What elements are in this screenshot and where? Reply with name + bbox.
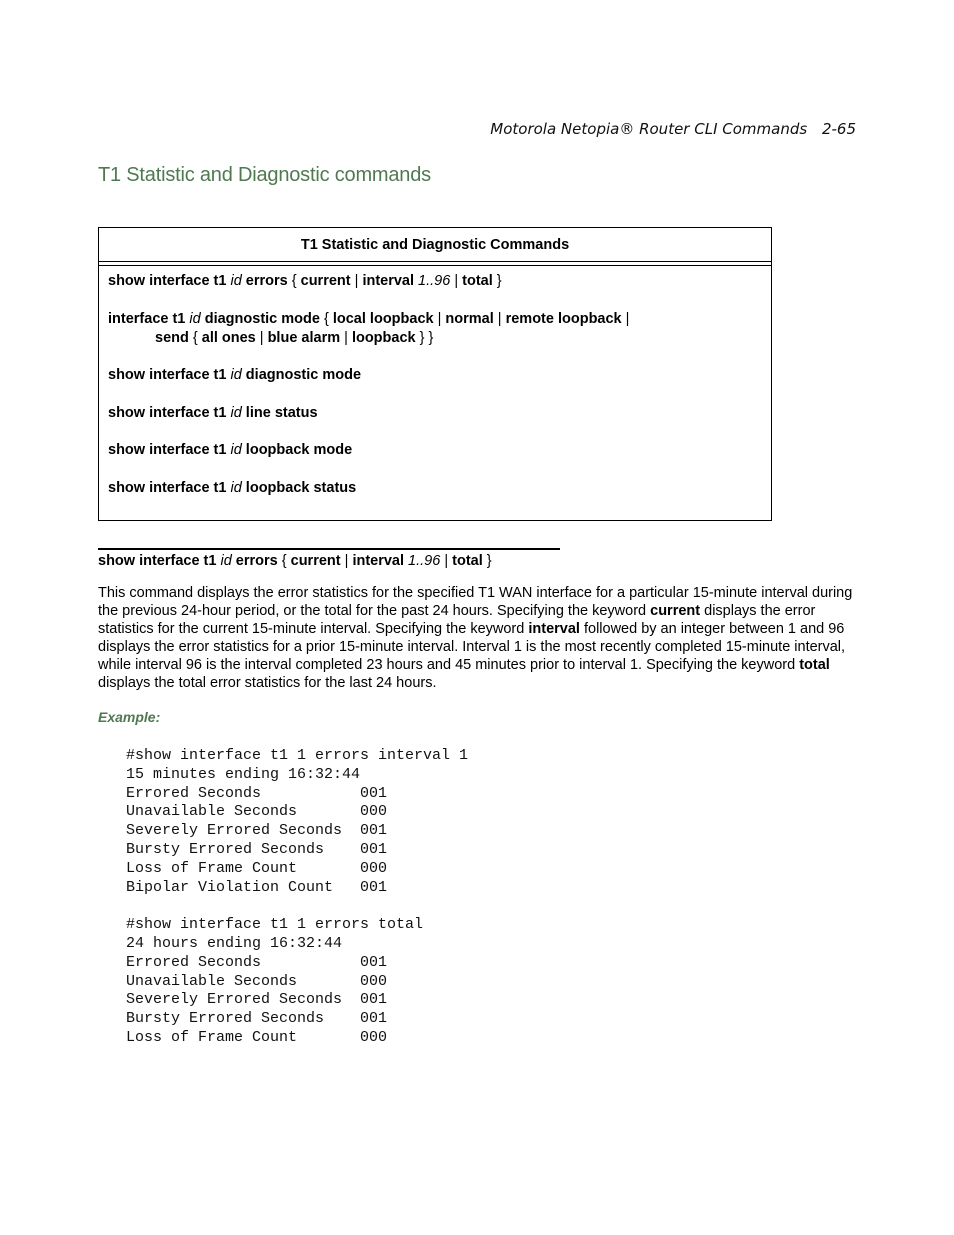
command-table	[98, 227, 772, 521]
keyword: interface t1	[108, 310, 190, 327]
page-number: 2-65	[821, 120, 856, 138]
syntax-text: {	[287, 273, 301, 289]
keyword: send	[155, 329, 189, 346]
command-continuation	[108, 329, 771, 348]
command-row	[108, 479, 771, 498]
parameter: id	[230, 442, 242, 458]
parameter: id	[189, 310, 201, 327]
command-syntax	[98, 552, 492, 571]
keyword: normal	[445, 310, 494, 327]
command-row	[108, 404, 771, 423]
syntax-text: |	[440, 553, 453, 569]
keyword: all ones	[201, 329, 256, 346]
parameter: 1..96	[414, 273, 451, 289]
running-head	[490, 120, 856, 138]
syntax-text: } }	[415, 329, 434, 346]
keyword: total	[799, 657, 830, 673]
syntax-text: |	[450, 273, 463, 289]
keyword: diagnostic mode	[200, 310, 320, 327]
keyword: line status	[241, 404, 318, 421]
example-output: #show interface t1 1 errors interval 1 15 minutes ending 16:32:44 Errored Seconds 001 Unavailable Seconds 000 Severely Errored Seconds 001 Bursty Errored Seconds 001 Loss of Frame Count 000 Bipolar Violation Count 001 #show interface t1 1 errors total 24 hours ending 16:32:44 Errored Seconds 001 Unavailable Seconds 000 Severely Errored Seconds 001 Bursty Errored Seconds 001 Loss of Frame Count 000	[126, 747, 469, 1046]
keyword: show interface t1	[108, 404, 231, 421]
keyword: interval	[528, 621, 580, 637]
syntax-text: }	[492, 273, 502, 289]
keyword: show interface t1	[108, 367, 231, 383]
syntax-rule	[98, 548, 560, 550]
syntax-text: |	[621, 310, 630, 327]
parameter: id	[220, 553, 232, 569]
syntax-text: {	[188, 329, 202, 346]
keyword: current	[290, 553, 341, 569]
running-title: Motorola Netopia® Router CLI Commands	[490, 120, 808, 138]
keyword: errors	[241, 273, 288, 289]
syntax-text: |	[255, 329, 268, 346]
keyword: interval	[352, 553, 405, 569]
keyword: show interface t1	[108, 479, 231, 496]
syntax-text: displays the total error statistics for the last 24 hours.	[98, 675, 437, 691]
example-label: Example:	[98, 709, 161, 725]
syntax-text: |	[493, 310, 506, 327]
parameter: id	[230, 479, 242, 496]
keyword: show interface t1	[98, 553, 221, 569]
keyword: loopback status	[241, 479, 357, 496]
keyword: interval	[362, 273, 415, 289]
syntax-text: displays the error statistics for the current 15-minute interval. Specifying the keyword	[98, 603, 816, 637]
syntax-text: }	[482, 553, 492, 569]
syntax-text: |	[350, 273, 363, 289]
command-row	[108, 366, 771, 385]
keyword: remote loopback	[505, 310, 622, 327]
parameter: id	[230, 404, 242, 421]
section-title: T1 Statistic and Diagnostic commands	[98, 164, 431, 186]
syntax-text: |	[340, 329, 352, 346]
syntax-text: {	[277, 553, 291, 569]
keyword: diagnostic mode	[241, 367, 362, 383]
syntax-text: This command displays the error statistics for the specified T1 WAN interface for a particular 15-minute interval during the previous 24-hour period, or the total for the past 24 hours. Specifying the keyword	[98, 585, 853, 619]
parameter: 1..96	[404, 553, 441, 569]
command-list	[99, 266, 771, 498]
keyword: current	[650, 603, 701, 619]
keyword: total	[462, 273, 493, 289]
parameter: id	[230, 367, 242, 383]
syntax-text: {	[319, 310, 333, 327]
syntax-text: |	[433, 310, 446, 327]
syntax-text: |	[340, 553, 353, 569]
parameter: id	[230, 273, 242, 289]
keyword: show interface t1	[108, 273, 231, 289]
keyword: total	[452, 553, 483, 569]
keyword: loopback mode	[241, 442, 353, 458]
command-row	[108, 272, 771, 291]
keyword: current	[300, 273, 351, 289]
command-row	[108, 310, 771, 348]
keyword: local loopback	[332, 310, 434, 327]
keyword: errors	[231, 553, 278, 569]
syntax-text: followed by an integer between 1 and 96 displays the error statistics for a prior 15-minute interval. Interval 1 is the most recently completed 15-minute interval, while interval 96 is the interval completed 23 hours and 45 minutes prior to interval 1. Specifying the keyword	[98, 621, 846, 673]
command-description	[98, 584, 858, 692]
keyword: blue alarm	[267, 329, 341, 346]
command-row	[108, 441, 771, 460]
command-table-header: T1 Statistic and Diagnostic Commands	[99, 228, 771, 262]
keyword: loopback	[351, 329, 416, 346]
keyword: show interface t1	[108, 442, 231, 458]
